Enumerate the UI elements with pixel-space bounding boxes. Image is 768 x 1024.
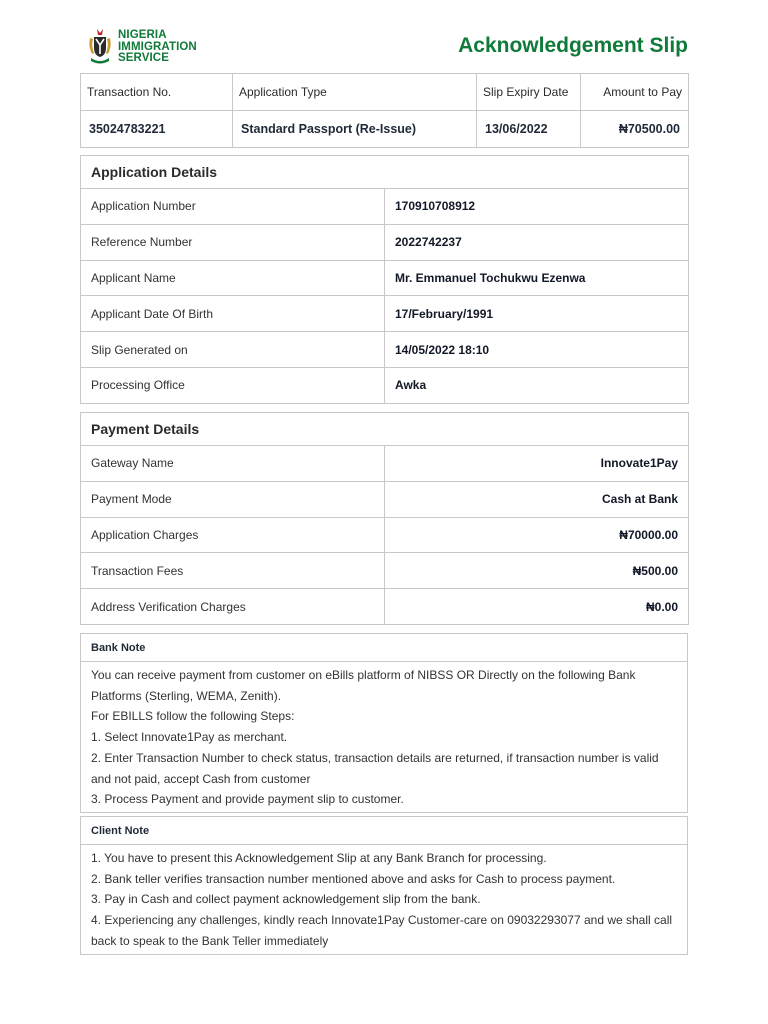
field-label: Transaction Fees	[81, 553, 385, 589]
column-header: Transaction No.	[81, 74, 233, 111]
field-label: Gateway Name	[81, 446, 385, 482]
field-label: Applicant Date Of Birth	[81, 296, 385, 332]
note-line: 3. Pay in Cash and collect payment acknowledgement slip from the bank.	[91, 892, 481, 907]
payment-mode: Cash at Bank	[385, 481, 689, 517]
field-label: Reference Number	[81, 224, 385, 260]
client-note-title: Client Note	[81, 817, 687, 845]
slip-generated-on: 14/05/2022 18:10	[385, 332, 689, 368]
agency-name-line-3: SERVICE	[118, 52, 169, 64]
application-type: Standard Passport (Re-Issue)	[233, 111, 477, 148]
field-label: Payment Mode	[81, 481, 385, 517]
field-label: Applicant Name	[81, 260, 385, 296]
address-verification-charges: ₦0.00	[385, 589, 689, 625]
applicant-date-of-birth: 17/February/1991	[385, 296, 689, 332]
agency-name-line-1: NIGERIA	[118, 29, 167, 41]
table-row	[81, 589, 689, 625]
summary-header-row	[81, 74, 689, 111]
table-row	[81, 189, 689, 225]
note-line: 1. Select Innovate1Pay as merchant.	[91, 730, 288, 745]
table-row	[81, 260, 689, 296]
column-header: Slip Expiry Date	[477, 74, 581, 111]
client-note-body	[81, 845, 687, 954]
table-row	[81, 446, 689, 482]
section-title: Payment Details	[81, 413, 689, 446]
transaction-number: 35024783221	[81, 111, 233, 148]
summary-value-row	[81, 111, 689, 148]
note-line: You can receive payment from customer on eBills platform of NIBSS OR Directly on the following Bank Platforms (Sterling, WEMA, Zenith).	[91, 668, 636, 703]
processing-office: Awka	[385, 367, 689, 403]
payment-details-table	[80, 412, 689, 625]
field-label: Address Verification Charges	[81, 589, 385, 625]
table-row	[81, 367, 689, 403]
field-label: Processing Office	[81, 367, 385, 403]
note-line: 1. You have to present this Acknowledgement Slip at any Bank Branch for processing.	[91, 851, 547, 865]
application-charges: ₦70000.00	[385, 517, 689, 553]
table-row	[81, 332, 689, 368]
bank-note-title: Bank Note	[81, 634, 687, 662]
bank-note-body	[81, 662, 687, 812]
application-details-table	[80, 155, 689, 404]
column-header: Amount to Pay	[581, 74, 689, 111]
column-header: Application Type	[233, 74, 477, 111]
reference-number: 2022742237	[385, 224, 689, 260]
agency-name-line-2: IMMIGRATION	[118, 40, 197, 53]
slip-expiry-date: 13/06/2022	[477, 111, 581, 148]
bank-note-box	[80, 633, 688, 813]
transaction-summary-table	[80, 73, 689, 148]
note-line: 2. Bank teller verifies transaction number mentioned above and asks for Cash to process payment.	[91, 871, 616, 886]
page-title: Acknowledgement Slip	[458, 34, 688, 57]
table-row	[81, 296, 689, 332]
field-label: Slip Generated on	[81, 332, 385, 368]
applicant-name: Mr. Emmanuel Tochukwu Ezenwa	[385, 260, 689, 296]
coat-of-arms-icon	[88, 28, 112, 66]
note-line: For EBILLS follow the following Steps:	[91, 709, 295, 724]
table-row	[81, 224, 689, 260]
note-line: 3. Process Payment and provide payment slip to customer.	[91, 792, 404, 807]
client-note-box	[80, 816, 688, 955]
gateway-name: Innovate1Pay	[385, 446, 689, 482]
note-line: 4. Experiencing any challenges, kindly reach Innovate1Pay Customer-care on 09032293077 and we shall call back to speak to the Bank Teller immediately	[91, 913, 673, 948]
amount-to-pay: ₦70500.00	[581, 111, 689, 148]
slip-header	[80, 26, 688, 70]
transaction-fees: ₦500.00	[385, 553, 689, 589]
field-label: Application Charges	[81, 517, 385, 553]
field-label: Application Number	[81, 189, 385, 225]
table-row	[81, 553, 689, 589]
application-number: 170910708912	[385, 189, 689, 225]
section-title: Application Details	[81, 156, 689, 189]
agency-logo	[88, 26, 218, 70]
table-row	[81, 481, 689, 517]
table-row	[81, 517, 689, 553]
note-line: 2. Enter Transaction Number to check status, transaction details are returned, if transaction number is valid and not paid, accept Cash from customer	[91, 750, 659, 786]
